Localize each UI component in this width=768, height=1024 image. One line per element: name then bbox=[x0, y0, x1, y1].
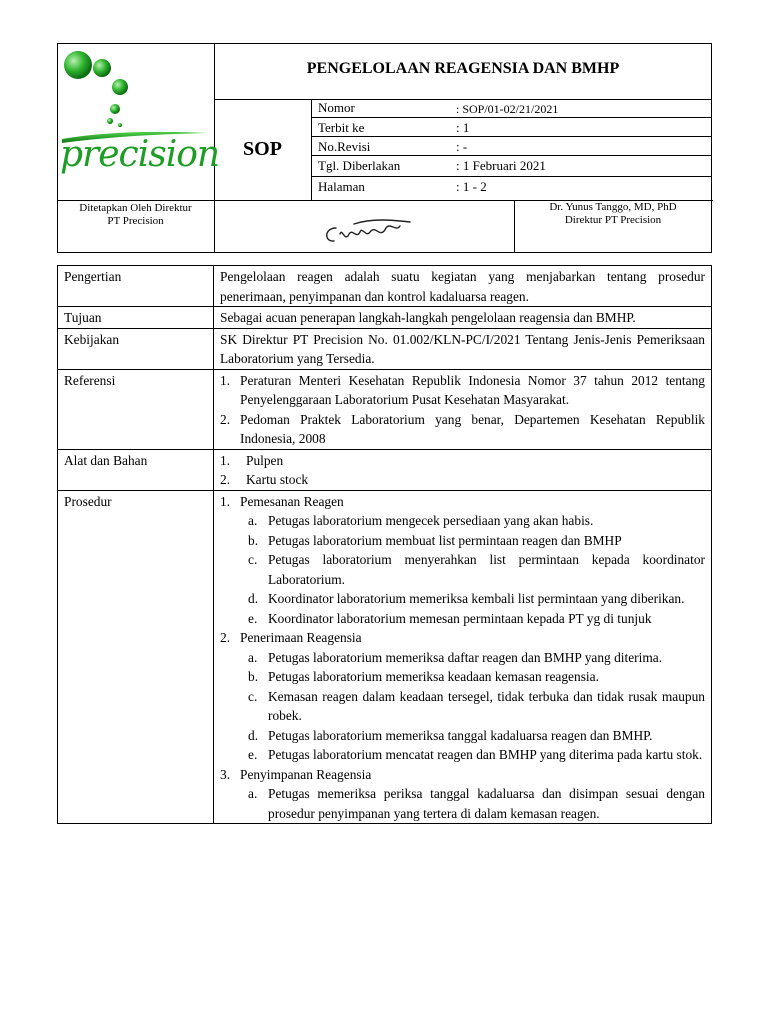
table-row bbox=[58, 369, 712, 449]
field-label-nomor: Nomor bbox=[318, 100, 355, 115]
signer bbox=[514, 201, 712, 227]
signer-title: Direktur PT Precision bbox=[564, 214, 662, 226]
list-item: c. Kemasan reagen dalam keadaan tersegel, tidak terbuka dan tidak rusak maupun robek. bbox=[248, 688, 705, 723]
document-title: PENGELOLAAN REAGENSIA DAN BMHP bbox=[306, 60, 620, 77]
table-row bbox=[58, 307, 712, 329]
list-item: 1. Pulpen bbox=[220, 452, 284, 468]
text-tujuan: Sebagai acuan penerapan langkah-langkah pengelolaan reagensia dan BMHP. bbox=[214, 307, 712, 329]
field-value-terbit: : 1 bbox=[456, 120, 470, 135]
label-referensi: Referensi bbox=[58, 369, 214, 449]
logo-text: precision bbox=[60, 134, 220, 175]
label-kebijakan: Kebijakan bbox=[58, 328, 214, 369]
approved-by bbox=[57, 202, 214, 228]
label-pengertian: Pengertian bbox=[58, 266, 214, 307]
table-row bbox=[58, 490, 712, 824]
list-item: d. Petugas laboratorium memeriksa tanggal kadaluarsa reagen dan BMHP. bbox=[248, 727, 653, 743]
field-label-tgl: Tgl. Diberlakan bbox=[318, 158, 401, 173]
field-label-halaman: Halaman bbox=[318, 179, 365, 194]
sop-content-table bbox=[57, 265, 712, 824]
table-row bbox=[58, 328, 712, 369]
list-item: b. Petugas laboratorium membuat list permintaan reagen dan BMHP bbox=[248, 532, 622, 548]
referensi-list bbox=[214, 369, 712, 449]
list-item: a. Petugas laboratorium memeriksa daftar reagen dan BMHP yang diterima. bbox=[248, 649, 663, 665]
field-label-revisi: No.Revisi bbox=[318, 139, 371, 154]
alat-list bbox=[214, 449, 712, 490]
step-title: 1. Pemesanan Reagen bbox=[220, 493, 344, 509]
list-item: 1. Peraturan Menteri Kesehatan Republik Indonesia Nomor 37 tahun 2012 tentang Penyelenggaraan Laboratorium Pusat Kesehatan Masyarakat. bbox=[220, 372, 705, 407]
list-item: e. Petugas laboratorium mencatat reagen dan BMHP yang diterima pada kartu stok. bbox=[248, 747, 703, 762]
step-title: 2. Penerimaan Reagensia bbox=[220, 630, 362, 645]
approved-by-line2: PT Precision bbox=[107, 215, 164, 227]
list-item: c. Petugas laboratorium menyerahkan list permintaan kepada koordinator Laboratorium. bbox=[248, 552, 705, 587]
field-value-nomor: : SOP/01-02/21/2021 bbox=[456, 102, 559, 116]
signer-name: Dr. Yunus Tanggo, MD, PhD bbox=[549, 201, 677, 213]
table-row bbox=[58, 266, 712, 307]
list-item: b. Petugas laboratorium memeriksa keadaan kemasan reagensia. bbox=[248, 669, 599, 684]
field-value-revisi: : - bbox=[456, 139, 468, 154]
list-item: e. Koordinator laboratorium memesan permintaan kepada PT yg di tunjuk bbox=[248, 610, 652, 626]
list-item: a. Petugas memeriksa periksa tanggal kadaluarsa dan disimpan sesuai dengan prosedur penyimpanan yang tertera di dalam kemasan reagen. bbox=[248, 786, 705, 821]
field-value-tgl: : 1 Februari 2021 bbox=[456, 158, 546, 173]
precision-logo bbox=[60, 45, 220, 197]
label-alat: Alat dan Bahan bbox=[58, 449, 214, 490]
prosedur-list bbox=[214, 490, 712, 824]
label-prosedur: Prosedur bbox=[58, 490, 214, 824]
list-item: a. Petugas laboratorium mengecek persediaan yang akan habis. bbox=[248, 513, 594, 528]
step-title: 3. Penyimpanan Reagensia bbox=[220, 766, 372, 782]
signature-image bbox=[320, 214, 420, 248]
list-item: 2. Pedoman Praktek Laboratorium yang benar, Departemen Kesehatan Republik Indonesia, 2008 bbox=[220, 411, 705, 446]
field-label-terbit: Terbit ke bbox=[318, 120, 365, 135]
list-item: 2. Kartu stock bbox=[220, 472, 309, 487]
field-value-halaman: : 1 - 2 bbox=[456, 179, 487, 194]
text-pengertian: Pengelolaan reagen adalah suatu kegiatan yang menjabarkan tentang prosedur penerimaan, penyimpanan dan kontrol kadaluarsa reagen. bbox=[214, 266, 712, 307]
label-tujuan: Tujuan bbox=[58, 307, 214, 329]
approved-by-line1: Ditetapkan Oleh Direktur bbox=[79, 202, 192, 214]
text-kebijakan: SK Direktur PT Precision No. 01.002/KLN-PC/I/2021 Tentang Jenis-Jenis Pemeriksaan Laboratorium yang Tersedia. bbox=[214, 328, 712, 369]
table-row bbox=[58, 449, 712, 490]
list-item: d. Koordinator laboratorium memeriksa kembali list permintaan yang diberikan. bbox=[248, 591, 685, 606]
sop-label: SOP bbox=[243, 138, 282, 160]
